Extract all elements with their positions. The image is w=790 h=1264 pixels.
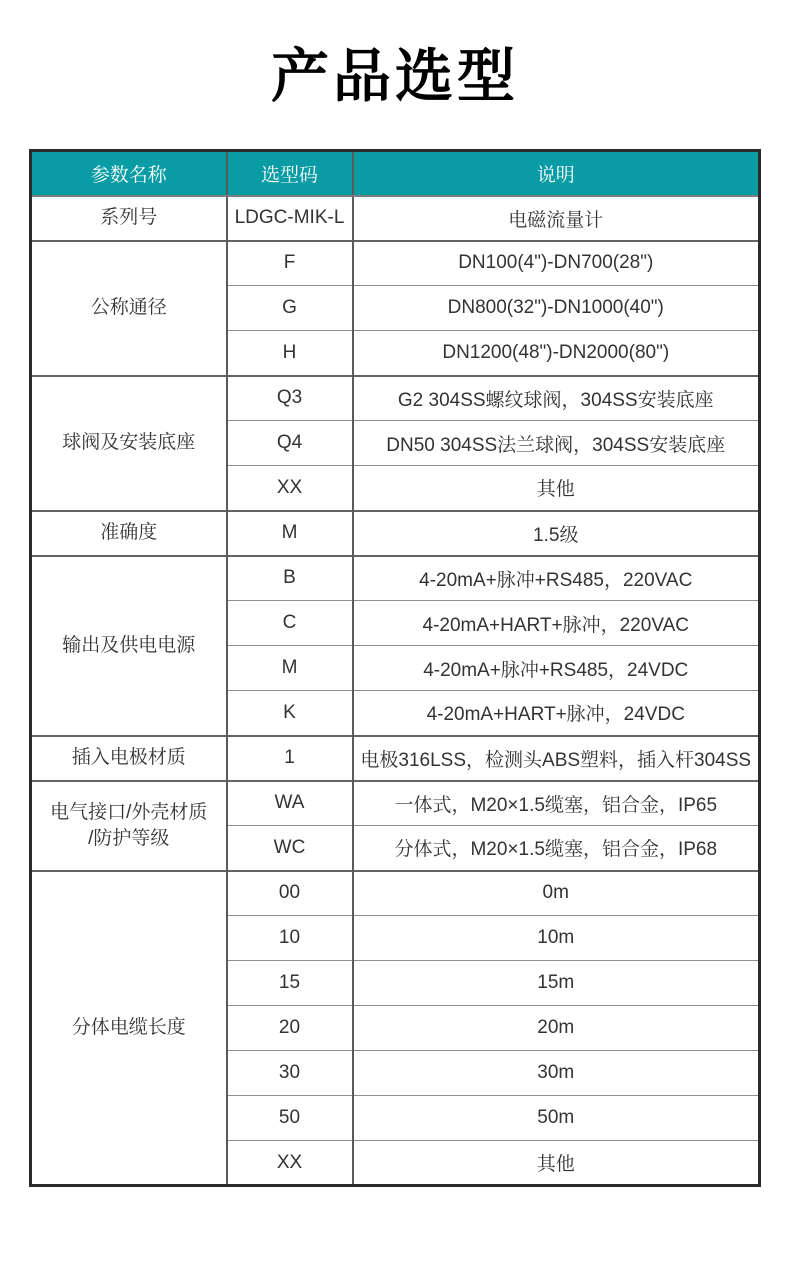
code-cell: C [227, 601, 353, 646]
desc-cell: 电磁流量计 [353, 196, 760, 241]
table-row [31, 376, 760, 421]
code-cell: M [227, 646, 353, 691]
table-header-row [31, 151, 760, 196]
code-cell: LDGC-MIK-L [227, 196, 353, 241]
desc-cell: 4-20mA+脉冲+RS485，24VDC [353, 646, 760, 691]
code-cell: M [227, 511, 353, 556]
code-cell: F [227, 241, 353, 286]
code-cell: H [227, 331, 353, 376]
code-cell: 10 [227, 916, 353, 961]
desc-cell: 分体式，M20×1.5缆塞，铝合金，IP68 [353, 826, 760, 871]
code-cell: 30 [227, 1051, 353, 1096]
desc-cell: 0m [353, 871, 760, 916]
desc-cell: 4-20mA+HART+脉冲，220VAC [353, 601, 760, 646]
table-row [31, 736, 760, 781]
code-cell: 20 [227, 1006, 353, 1051]
desc-cell: 50m [353, 1096, 760, 1141]
desc-cell: DN1200(48")-DN2000(80") [353, 331, 760, 376]
table-row [31, 241, 760, 286]
code-cell: Q3 [227, 376, 353, 421]
desc-cell: 4-20mA+脉冲+RS485，220VAC [353, 556, 760, 601]
desc-cell: DN50 304SS法兰球阀，304SS安装底座 [353, 421, 760, 466]
code-cell: XX [227, 466, 353, 511]
param-cell: 系列号 [31, 196, 227, 241]
param-cell: 球阀及安装底座 [31, 376, 227, 511]
page-title: 产品选型 [270, 44, 519, 109]
desc-cell: G2 304SS螺纹球阀，304SS安装底座 [353, 376, 760, 421]
code-cell: XX [227, 1141, 353, 1186]
desc-cell: 其他 [353, 466, 760, 511]
code-cell: K [227, 691, 353, 736]
table-row [31, 556, 760, 601]
param-cell: 准确度 [31, 511, 227, 556]
param-cell: 电气接口/外壳材质 /防护等级 [31, 781, 227, 871]
desc-cell: 20m [353, 1006, 760, 1051]
desc-cell: DN800(32")-DN1000(40") [353, 286, 760, 331]
table-row [31, 196, 760, 241]
table-row [31, 871, 760, 916]
code-cell: 15 [227, 961, 353, 1006]
code-cell: 50 [227, 1096, 353, 1141]
desc-cell: DN100(4")-DN700(28") [353, 241, 760, 286]
header-selection-code: 选型码 [227, 151, 353, 196]
param-cell: 分体电缆长度 [31, 871, 227, 1186]
header-description: 说明 [353, 151, 760, 196]
code-cell: B [227, 556, 353, 601]
param-cell: 公称通径 [31, 241, 227, 376]
param-cell: 输出及供电电源 [31, 556, 227, 736]
desc-cell: 10m [353, 916, 760, 961]
code-cell: WA [227, 781, 353, 826]
code-cell: Q4 [227, 421, 353, 466]
desc-cell: 电极316LSS，检测头ABS塑料，插入杆304SS [353, 736, 760, 781]
product-selection-table [29, 149, 761, 1187]
code-cell: WC [227, 826, 353, 871]
table-row [31, 511, 760, 556]
desc-cell: 其他 [353, 1141, 760, 1186]
code-cell: 00 [227, 871, 353, 916]
desc-cell: 1.5级 [353, 511, 760, 556]
code-cell: G [227, 286, 353, 331]
table-row [31, 781, 760, 826]
param-cell: 插入电极材质 [31, 736, 227, 781]
header-param-name: 参数名称 [31, 151, 227, 196]
desc-cell: 30m [353, 1051, 760, 1096]
desc-cell: 4-20mA+HART+脉冲，24VDC [353, 691, 760, 736]
desc-cell: 一体式，M20×1.5缆塞，铝合金，IP65 [353, 781, 760, 826]
code-cell: 1 [227, 736, 353, 781]
desc-cell: 15m [353, 961, 760, 1006]
